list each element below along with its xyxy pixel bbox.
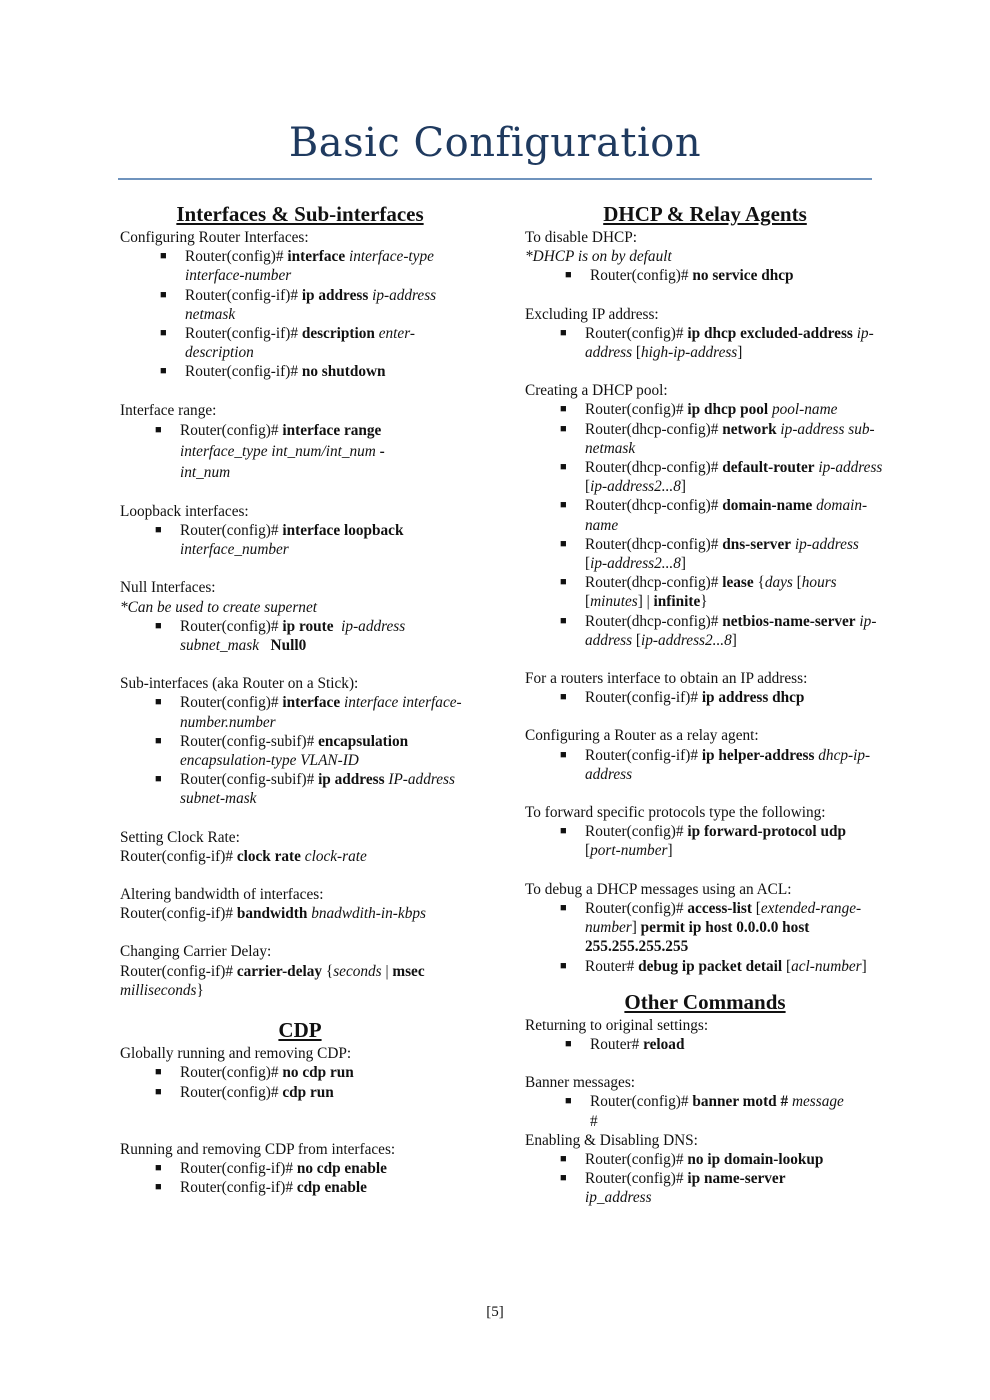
list-item: ■ Router(config-if)# no shutdown [160, 363, 386, 381]
cdp-interface-label: Running and removing CDP from interfaces: [120, 1140, 396, 1158]
list-item: ■ Router(dhcp-config)# netbios-name-server ip-address [ip-address2...8] [560, 612, 877, 649]
bullet-icon: ■ [560, 326, 567, 339]
right-column [525, 200, 885, 1208]
cdp-global-label: Globally running and removing CDP: [120, 1045, 352, 1063]
list-item: ■ Router(config)# ip route ip-address subnet_mask Null0 [155, 617, 406, 655]
bullet-icon: ■ [160, 288, 167, 301]
bullet-icon: ■ [155, 619, 162, 632]
interface-range-list [120, 420, 480, 483]
reload-list [525, 1035, 885, 1054]
list-item: ■ Router(config)# cdp run [155, 1083, 334, 1101]
clock-rate-command: Router(config-if)# clock rate clock-rate [120, 847, 367, 865]
list-item: ■ Router# debug ip packet detail [acl-number] [560, 957, 867, 975]
bullet-icon: ■ [155, 423, 162, 436]
carrier-delay-label: Changing Carrier Delay: [120, 943, 272, 961]
list-item: ■ Router(config)# ip forward-protocol udp [port-number] [560, 823, 847, 860]
subinterfaces-label: Sub-interfaces (aka Router on a Stick): [120, 675, 359, 693]
banner-list [525, 1092, 885, 1130]
null-interfaces-note: *Can be used to create supernet [120, 598, 317, 616]
forward-protocol-label: To forward specific protocols type the following: [525, 804, 826, 822]
cdp-heading: CDP [278, 1018, 322, 1043]
list-item: ■ Router(dhcp-config)# lease {days [hours [minutes] | infinite} [560, 574, 837, 611]
bullet-icon: ■ [565, 269, 572, 282]
reload-label: Returning to original settings: [525, 1016, 709, 1034]
list-item: ■ Router(config-if)# cdp enable [155, 1179, 367, 1197]
list-item: ■ Router(config-subif)# ip address IP-address subnet-mask [155, 771, 455, 808]
bullet-icon: ■ [160, 327, 167, 340]
page-title: Basic Configuration [288, 120, 702, 166]
dhcp-pool-list [525, 400, 885, 650]
debug-dhcp-label: To debug a DHCP messages using an ACL: [525, 880, 792, 898]
bullet-icon: ■ [155, 1085, 162, 1098]
list-item: ■ Router(config)# interface loopback interface_number [155, 522, 404, 559]
dns-list [525, 1150, 885, 1208]
bullet-icon: ■ [155, 1161, 162, 1174]
list-item: ■ Router(config)# access-list [extended-range-number] permit ip host 0.0.0.0 host 255.255.255.255 [560, 899, 862, 956]
subinterfaces-list [120, 693, 480, 808]
bullet-icon: ■ [560, 422, 567, 435]
cdp-global-list [120, 1063, 480, 1101]
disable-dhcp-note: *DHCP is on by default [525, 248, 672, 266]
title-divider [118, 178, 872, 180]
bullet-icon: ■ [560, 1152, 567, 1165]
bullet-icon: ■ [155, 1066, 162, 1079]
null-interfaces-list [120, 617, 480, 655]
bullet-icon: ■ [560, 499, 567, 512]
list-item: ■ Router(dhcp-config)# domain-name domain-name [560, 497, 868, 534]
bullet-icon: ■ [560, 576, 567, 589]
list-item: ■ Router(config)# no cdp run [155, 1064, 354, 1082]
dhcp-heading: DHCP & Relay Agents [603, 202, 807, 226]
bullet-icon: ■ [560, 901, 567, 914]
relay-agent-list [525, 746, 885, 784]
interfaces-heading: Interfaces & Sub-interfaces [176, 202, 424, 226]
disable-dhcp-list [525, 266, 885, 285]
list-item: ■ Router(config-if)# ip address ip-address netmask [160, 286, 437, 323]
list-item: ■ Router(dhcp-config)# default-router ip-address [ip-address2...8] [560, 459, 883, 496]
list-item: ■ Router(config)# ip dhcp excluded-address ip-address [high-ip-address] [560, 324, 874, 362]
list-item: ■ Router(config-if)# ip address dhcp [560, 689, 805, 707]
bullet-icon: ■ [560, 1172, 567, 1185]
interface-range-label: Interface range: [120, 401, 217, 419]
banner-label: Banner messages: [525, 1074, 636, 1092]
list-item: ■ Router(dhcp-config)# network ip-address sub-netmask [560, 420, 875, 457]
bullet-icon: ■ [155, 696, 162, 709]
list-item: ■ Router(config)# ip name-server ip_address [560, 1170, 786, 1207]
list-item: ■ Router(config-subif)# encapsulation encapsulation-type VLAN-ID [155, 732, 409, 770]
page-number: [5] [486, 1304, 504, 1320]
bullet-icon: ■ [565, 1095, 572, 1108]
list-item: ■ Router(config)# ip dhcp pool pool-name [560, 401, 838, 419]
bullet-icon: ■ [560, 748, 567, 761]
list-item: ■ Router(config-if)# ip helper-address dhcp-ip-address [560, 746, 871, 783]
bullet-icon: ■ [160, 250, 167, 263]
clock-rate-label: Setting Clock Rate: [120, 828, 240, 846]
left-column [120, 200, 480, 1197]
bullet-icon: ■ [560, 537, 567, 550]
list-item: ■ Router(config)# banner motd # message # [565, 1093, 844, 1130]
bullet-icon: ■ [560, 403, 567, 416]
loopback-label: Loopback interfaces: [120, 502, 249, 520]
list-item: ■ Router(config-if)# description enter-description [160, 325, 415, 362]
bullet-icon: ■ [155, 773, 162, 786]
relay-agent-label: Configuring a Router as a relay agent: [525, 727, 759, 745]
bullet-icon: ■ [160, 365, 167, 378]
list-item: ■ Router(config)# no service dhcp [565, 267, 794, 285]
excluding-ip-label: Excluding IP address: [525, 305, 659, 323]
dns-label: Enabling & Disabling DNS: [525, 1131, 698, 1149]
disable-dhcp-label: To disable DHCP: [525, 229, 637, 246]
bandwidth-label: Altering bandwidth of interfaces: [120, 886, 324, 904]
bullet-icon: ■ [560, 691, 567, 704]
obtain-ip-label: For a routers interface to obtain an IP address: [525, 670, 808, 688]
list-item: ■ Router(config)# interface range interface_type int_num/int_num - int_num [155, 421, 385, 481]
bullet-icon: ■ [155, 734, 162, 747]
list-item: ■ Router# reload [565, 1035, 685, 1053]
dhcp-pool-label: Creating a DHCP pool: [525, 382, 668, 400]
bullet-icon: ■ [155, 1181, 162, 1194]
bullet-icon: ■ [560, 461, 567, 474]
bullet-icon: ■ [155, 524, 162, 537]
bullet-icon: ■ [565, 1037, 572, 1050]
bullet-icon: ■ [560, 614, 567, 627]
list-item: ■ Router(dhcp-config)# dns-server ip-address [ip-address2...8] [560, 535, 859, 573]
cdp-interface-list [120, 1159, 480, 1197]
obtain-ip-list [525, 688, 885, 707]
debug-dhcp-list [525, 899, 885, 976]
forward-protocol-list [525, 822, 885, 860]
carrier-delay-command: Router(config-if)# carrier-delay {seconds | msec milliseconds} [120, 962, 425, 999]
excluding-ip-list [525, 324, 885, 362]
list-item: ■ Router(config-if)# no cdp enable [155, 1159, 387, 1177]
null-interfaces-label: Null Interfaces: [120, 579, 216, 597]
bullet-icon: ■ [560, 959, 567, 972]
list-item: ■ Router(config)# no ip domain-lookup [560, 1150, 824, 1168]
list-item: ■ Router(config)# interface interface interface-number.number [155, 694, 462, 731]
other-commands-heading: Other Commands [624, 989, 786, 1014]
configuring-interfaces-label: Configuring Router Interfaces: [120, 229, 309, 246]
loopback-list [120, 521, 480, 559]
configuring-interfaces-list [120, 247, 480, 381]
bullet-icon: ■ [560, 825, 567, 838]
bandwidth-command: Router(config-if)# bandwidth bnadwdith-in-kbps [120, 905, 426, 923]
list-item: ■ Router(config)# interface interface-type interface-number [160, 248, 434, 285]
